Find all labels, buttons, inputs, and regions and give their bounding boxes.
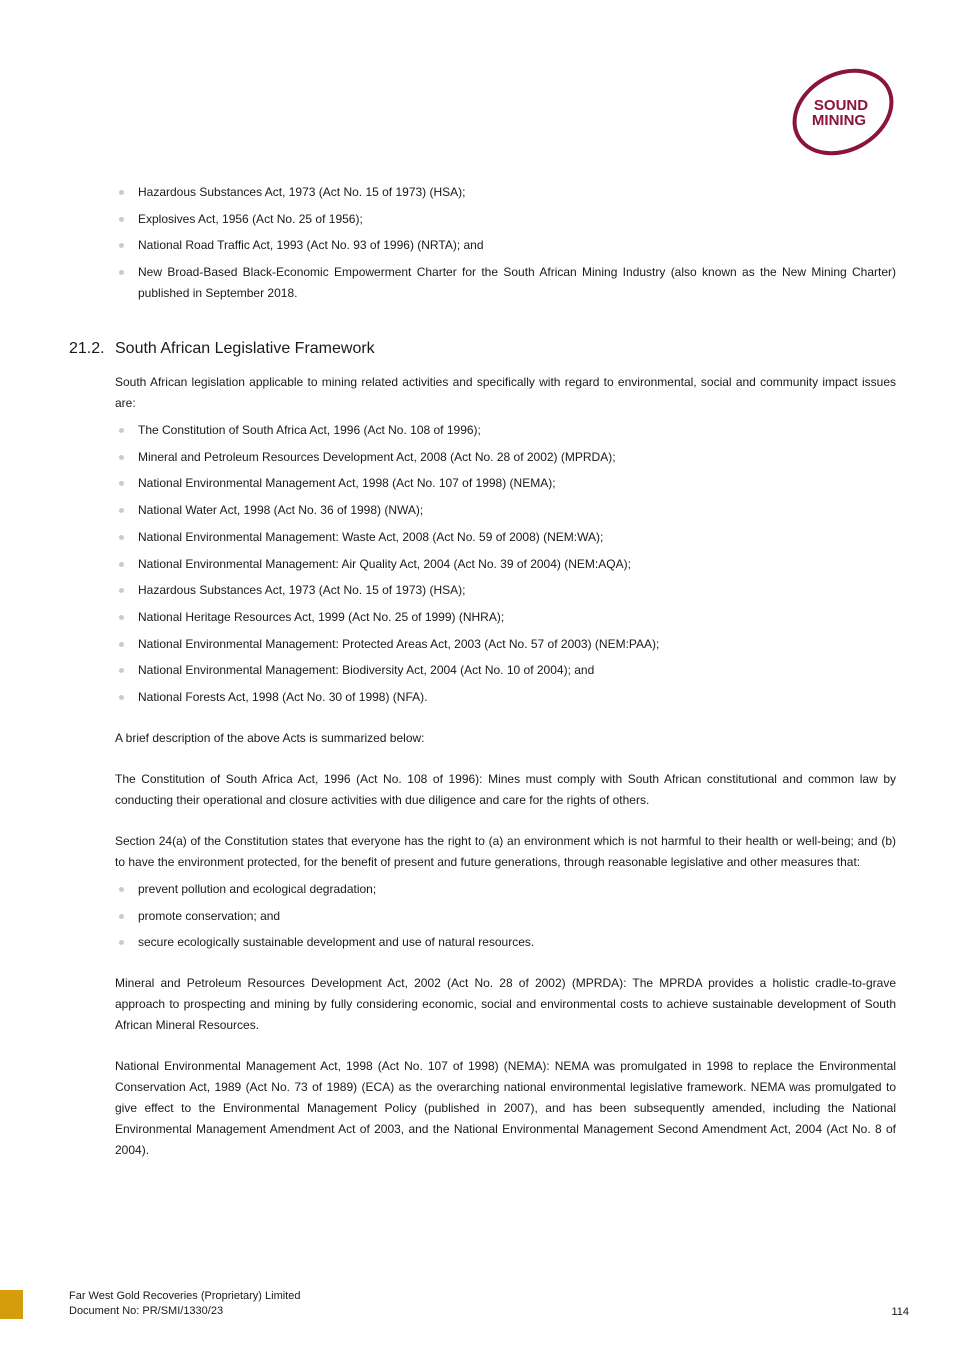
section-number: 21.2. [69,340,105,358]
footer-company: Far West Gold Recoveries (Proprietary) Limited [69,1290,301,1302]
list-item: National Water Act, 1998 (Act No. 36 of 1998) (NWA); [115,500,896,521]
nema-paragraph: National Environmental Management Act, 1998 (Act No. 107 of 1998) (NEMA): NEMA was promulgated in 1998 to replace the Environmental Conservation Act, 1989 (Act No. 73 of 1989) (ECA) as the overarching national environmental legislative framework. NEMA was promulgated to give effect to the Environmental Management Policy (published in 2007), and has been subsequently amended, including the National Environmental Management Amendment Act of 2003, and the National Environmental Management Second Amendment Act, 2004 (Act No. 8 of 2004). [115,1059,896,1158]
legislation-list-top [115,182,896,304]
footer-document-number: Document No: PR/SMI/1330/23 [69,1305,224,1317]
page-number: 114 [891,1306,909,1318]
mprda-paragraph: Mineral and Petroleum Resources Development Act, 2002 (Act No. 28 of 2002) (MPRDA): The MPRDA provides a holistic cradle-to-grave approach to prospecting and mining by fully considering economic, social and environmental costs to achieve sustainable development of South African Mineral Resources. [115,976,896,1033]
list-item: National Environmental Management: Waste Act, 2008 (Act No. 59 of 2008) (NEM:WA); [115,527,896,548]
footer [69,1289,300,1319]
list-item: Hazardous Substances Act, 1973 (Act No. 15 of 1973) (HSA); [115,580,896,601]
measures-list [115,879,896,953]
logo-text-sound: SOUND [813,97,869,114]
list-item: National Heritage Resources Act, 1999 (Act No. 25 of 1999) (NHRA); [115,607,896,628]
list-item: promote conservation; and [115,906,896,927]
section-title: South African Legislative Framework [115,340,375,358]
list-item: Explosives Act, 1956 (Act No. 25 of 1956); [115,209,896,230]
footer-accent-block [0,1290,23,1319]
list-item: National Road Traffic Act, 1993 (Act No. 93 of 1996) (NRTA); and [115,235,896,256]
section24-paragraph: Section 24(a) of the Constitution states that everyone has the right to (a) an environment which is not harmful to their health or well-being; and (b) to have the environment protected, for the benefit of present and future generations, through reasonable legislative and other measures that: [115,833,896,869]
list-item: secure ecologically sustainable development and use of natural resources. [115,932,896,953]
list-item: National Environmental Management: Biodiversity Act, 2004 (Act No. 10 of 2004); and [115,660,896,681]
logo-text-mining: MINING [811,112,867,129]
list-item: National Forests Act, 1998 (Act No. 30 of 1998) (NFA). [115,687,896,708]
list-item: National Environmental Management: Protected Areas Act, 2003 (Act No. 57 of 2003) (NEM:PAA); [115,634,896,655]
brief-paragraph: A brief description of the above Acts is summarized below: [115,730,425,745]
list-item: New Broad-Based Black-Economic Empowerment Charter for the South African Mining Industry (also known as the New Mining Charter) published in September 2018. [115,262,896,304]
constitution-paragraph: The Constitution of South Africa Act, 1996 (Act No. 108 of 1996): Mines must comply with South African constitutional and common law by conducting their operational and closure activities with due diligence and care for the rights of others. [115,771,896,807]
list-item: The Constitution of South Africa Act, 1996 (Act No. 108 of 1996); [115,420,896,441]
acts-list [115,420,896,708]
list-item: National Environmental Management: Air Quality Act, 2004 (Act No. 39 of 2004) (NEM:AQA); [115,554,896,575]
page-content [69,182,896,1161]
intro-paragraph: South African legislation applicable to mining related activities and specifically with regard to environmental, social and community impact issues are: [115,375,896,411]
sound-mining-logo [786,66,900,158]
list-item: Hazardous Substances Act, 1973 (Act No. 15 of 1973) (HSA); [115,182,896,203]
section-heading [69,338,896,360]
list-item: National Environmental Management Act, 1998 (Act No. 107 of 1998) (NEMA); [115,473,896,494]
list-item: prevent pollution and ecological degradation; [115,879,896,900]
list-item: Mineral and Petroleum Resources Development Act, 2008 (Act No. 28 of 2002) (MPRDA); [115,447,896,468]
